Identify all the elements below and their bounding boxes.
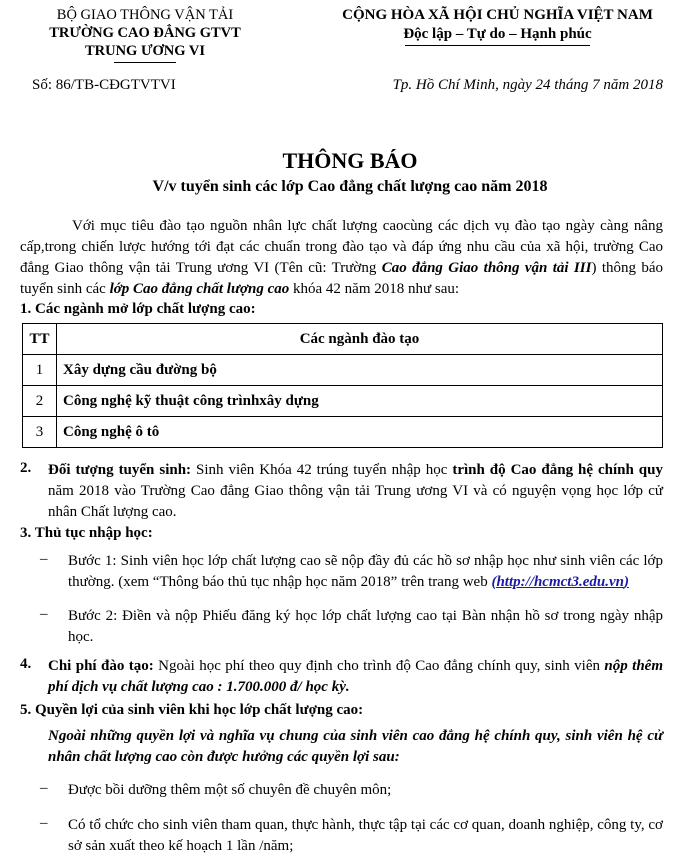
section3-heading: 3. Thủ tục nhập học: <box>20 525 153 541</box>
issuer-block <box>0 6 290 60</box>
intro-text-3: khóa 42 năm 2018 như sau: <box>289 281 460 297</box>
section5-intro: Ngoài những quyền lợi và nghĩa vụ chung của sinh viên cao đẳng hệ chính quy, sinh viên hệ cử nhân chất lượng cao còn được hưởng các quyền lợi sau: <box>48 728 663 765</box>
section4-fee: nộp thêm phí dịch vụ chất lượng cao : 1.700.000 đ/ học kỳ. <box>48 658 664 695</box>
section4-number: 4. <box>20 656 32 672</box>
bullet-dash: – <box>40 551 48 567</box>
bullet-dash: – <box>40 815 48 831</box>
intro-text-2: ) thông báo tuyển sinh các <box>20 260 664 297</box>
section2-paragraph <box>48 460 663 523</box>
bullet-dash: – <box>40 780 48 796</box>
ministry-name: BỘ GIAO THÔNG VẬN TẢI <box>56 7 234 23</box>
section4-paragraph <box>48 656 663 698</box>
document-title: THÔNG BÁO <box>282 148 418 173</box>
section2-text-1: Sinh viên Khóa 42 trúng tuyển nhập học <box>191 462 453 478</box>
motto-underline <box>405 45 590 46</box>
intro-paragraph <box>20 216 663 300</box>
table-row <box>23 386 663 417</box>
section4-text: Ngoài học phí theo quy định cho trình độ Cao đẳng chính quy, sinh viên <box>153 658 605 674</box>
document-subtitle: V/v tuyển sinh các lớp Cao đẳng chất lượng cao năm 2018 <box>152 178 548 195</box>
section5-heading: 5. Quyền lợi của sinh viên khi học lớp chất lượng cao: <box>20 702 364 718</box>
table-row <box>23 417 663 448</box>
majors-table <box>22 323 663 448</box>
step1-text <box>68 551 663 593</box>
row-number: 2 <box>23 386 57 417</box>
benefit-item-1: Được bồi dưỡng thêm một số chuyên đề chuyên môn; <box>68 782 392 798</box>
school-name-line2: TRUNG ƯƠNG VI <box>84 43 206 59</box>
major-name: Xây dựng cầu đường bộ <box>57 355 663 386</box>
column-header-name: Các ngành đào tạo <box>57 324 663 355</box>
column-header-tt: TT <box>23 324 57 355</box>
country-name: CỘNG HÒA XÃ HỘI CHỦ NGHĨA VIỆT NAM <box>342 7 653 23</box>
intro-old-name: Cao đẳng Giao thông vận tải III <box>381 260 592 276</box>
section2-highlight: trình độ Cao đẳng hệ chính quy <box>452 462 663 478</box>
table-row <box>23 355 663 386</box>
section1-heading: 1. Các ngành mở lớp chất lượng cao: <box>20 301 256 317</box>
section2-text-2: năm 2018 vào Trường Cao đẳng Giao thông vận tải Trung ương VI và có nguyện vọng học lớp cử nhân Chất lượng cao. <box>48 483 663 520</box>
intro-program-name: lớp Cao đẳng chất lượng cao <box>109 281 290 297</box>
row-number: 1 <box>23 355 57 386</box>
major-name: Công nghệ ô tô <box>57 417 663 448</box>
website-link[interactable] <box>491 574 629 590</box>
document-number: Số: 86/TB-CĐGTVTVI <box>32 77 176 93</box>
section4-label: Chi phí đào tạo: <box>48 658 154 674</box>
bullet-dash: – <box>40 606 48 622</box>
website-link-url: http://hcmct3.edu.vn <box>496 574 624 590</box>
issuer-underline <box>114 62 176 63</box>
section2-label: Đối tượng tuyển sinh: <box>48 462 192 478</box>
school-name-line1: TRƯỜNG CAO ĐẲNG GTVT <box>49 25 241 41</box>
benefit-item-2: Có tổ chức cho sinh viên tham quan, thực hành, thực tập tại các cơ quan, doanh nghiệp, công ty, cơ sở sản xuất theo kế hoạch 1 lần /năm; <box>68 817 663 854</box>
major-name: Công nghệ kỹ thuật công trìnhxây dựng <box>57 386 663 417</box>
intro-text-1: Với mục tiêu đào tạo nguồn nhân lực chất lượng caocùng các dịch vụ đào tạo ngày càng nâng cấp,trong chiến lược hướng tới đạt các chuẩn trong đào tạo và đáp ứng nhu cầu của xã hội, trường Cao đẳng Giao thông vận tải Trung ương VI (Tên cũ: Trường <box>20 218 663 276</box>
website-link-close: ) <box>623 574 629 590</box>
step2-text: Bước 2: Điền và nộp Phiếu đăng ký học lớp chất lượng cao tại Bàn nhận hồ sơ trong ngày nhập học. <box>68 608 663 645</box>
place-and-date: Tp. Hồ Chí Minh, ngày 24 tháng 7 năm 2018 <box>392 77 663 93</box>
section2-number: 2. <box>20 460 32 476</box>
national-motto-block <box>300 6 695 44</box>
row-number: 3 <box>23 417 57 448</box>
step1-body: Bước 1: Sinh viên học lớp chất lượng cao sẽ nộp đầy đủ các hồ sơ nhập học như sinh viên các lớp thường. (xem “Thông báo thủ tục nhập học năm 2018” trên trang web <box>68 553 663 590</box>
table-header-row <box>23 324 663 355</box>
website-link-open: ( <box>491 574 497 590</box>
motto: Độc lập – Tự do – Hạnh phúc <box>403 26 592 42</box>
